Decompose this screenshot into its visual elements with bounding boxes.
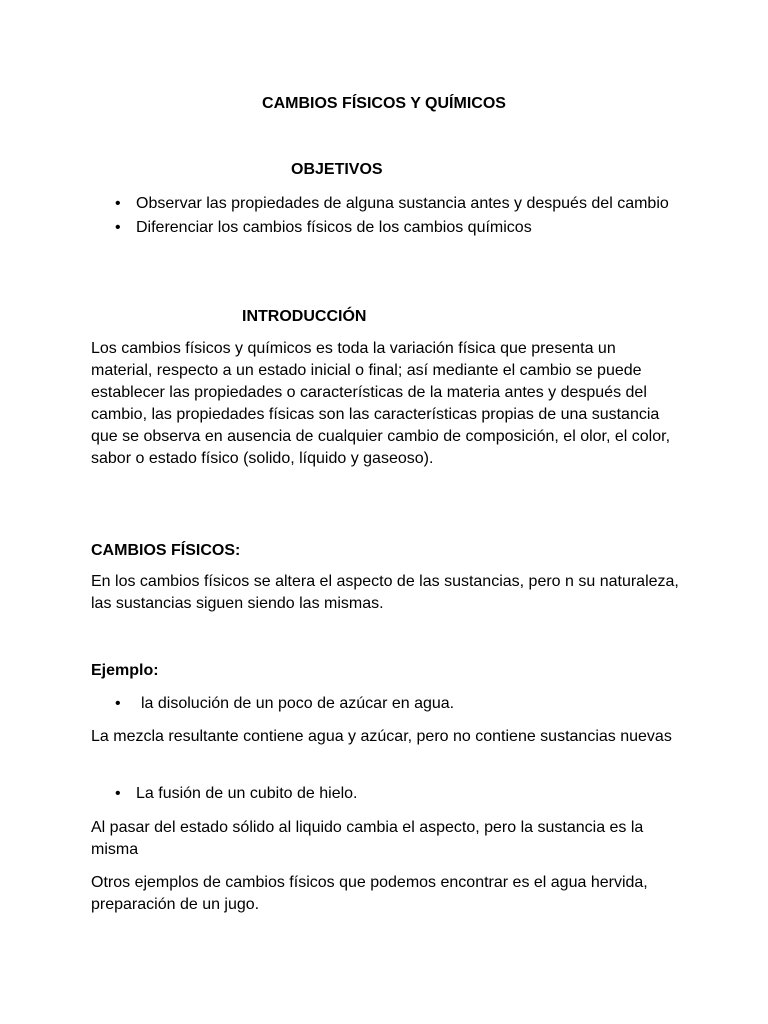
introduccion-paragraph: Los cambios físicos y químicos es toda la variación física que presenta un material, respecto a un estado inicial o final; así mediante el cambio se puede establecer las propiedades o características de la materia antes y después del cambio, las propiedades físicas son las características propias de una sustancia que se observa en ausencia de cualquier cambio de composición, el olor, el color, sabor o estado físico (solido, líquido y gaseoso). bbox=[91, 340, 671, 467]
ejemplo-heading: Ejemplo: bbox=[91, 662, 159, 679]
objetivos-list bbox=[115, 193, 676, 239]
ejemplo-bullet-text: La fusión de un cubito de hielo. bbox=[136, 785, 358, 802]
list-item bbox=[115, 217, 676, 239]
list-item bbox=[115, 193, 676, 215]
ejemplo-paragraph-1: La mezcla resultante contiene agua y azúcar, pero no contiene sustancias nuevas bbox=[91, 728, 672, 745]
document-title: CAMBIOS FÍSICOS Y QUÍMICOS bbox=[262, 95, 506, 112]
ejemplo-paragraph-3: Otros ejemplos de cambios físicos que podemos encontrar es el agua hervida, preparación de un jugo. bbox=[91, 874, 648, 913]
objetivos-heading: OBJETIVOS bbox=[291, 161, 383, 178]
bullet-icon: • bbox=[115, 219, 121, 236]
bullet-icon: • bbox=[115, 195, 121, 212]
introduccion-heading: INTRODUCCIÓN bbox=[242, 308, 367, 325]
list-item bbox=[115, 693, 661, 715]
bullet-icon: • bbox=[115, 785, 121, 802]
objetivo-text: Diferenciar los cambios físicos de los cambios químicos bbox=[136, 219, 532, 236]
ejemplo-paragraph-2: Al pasar del estado sólido al liquido cambia el aspecto, pero la sustancia es la misma bbox=[91, 819, 644, 858]
cambios-fisicos-heading: CAMBIOS FÍSICOS: bbox=[91, 542, 241, 559]
bullet-icon: • bbox=[115, 695, 121, 712]
ejemplo-list-1 bbox=[115, 693, 661, 715]
objetivo-text: Observar las propiedades de alguna sustancia antes y después del cambio bbox=[136, 195, 669, 212]
ejemplo-bullet-text: la disolución de un poco de azúcar en agua. bbox=[141, 695, 455, 712]
cambios-fisicos-paragraph: En los cambios físicos se altera el aspecto de las sustancias, pero n su naturaleza, las sustancias siguen siendo las mismas. bbox=[91, 573, 679, 612]
ejemplo-list-2 bbox=[115, 783, 656, 805]
list-item bbox=[115, 783, 656, 805]
